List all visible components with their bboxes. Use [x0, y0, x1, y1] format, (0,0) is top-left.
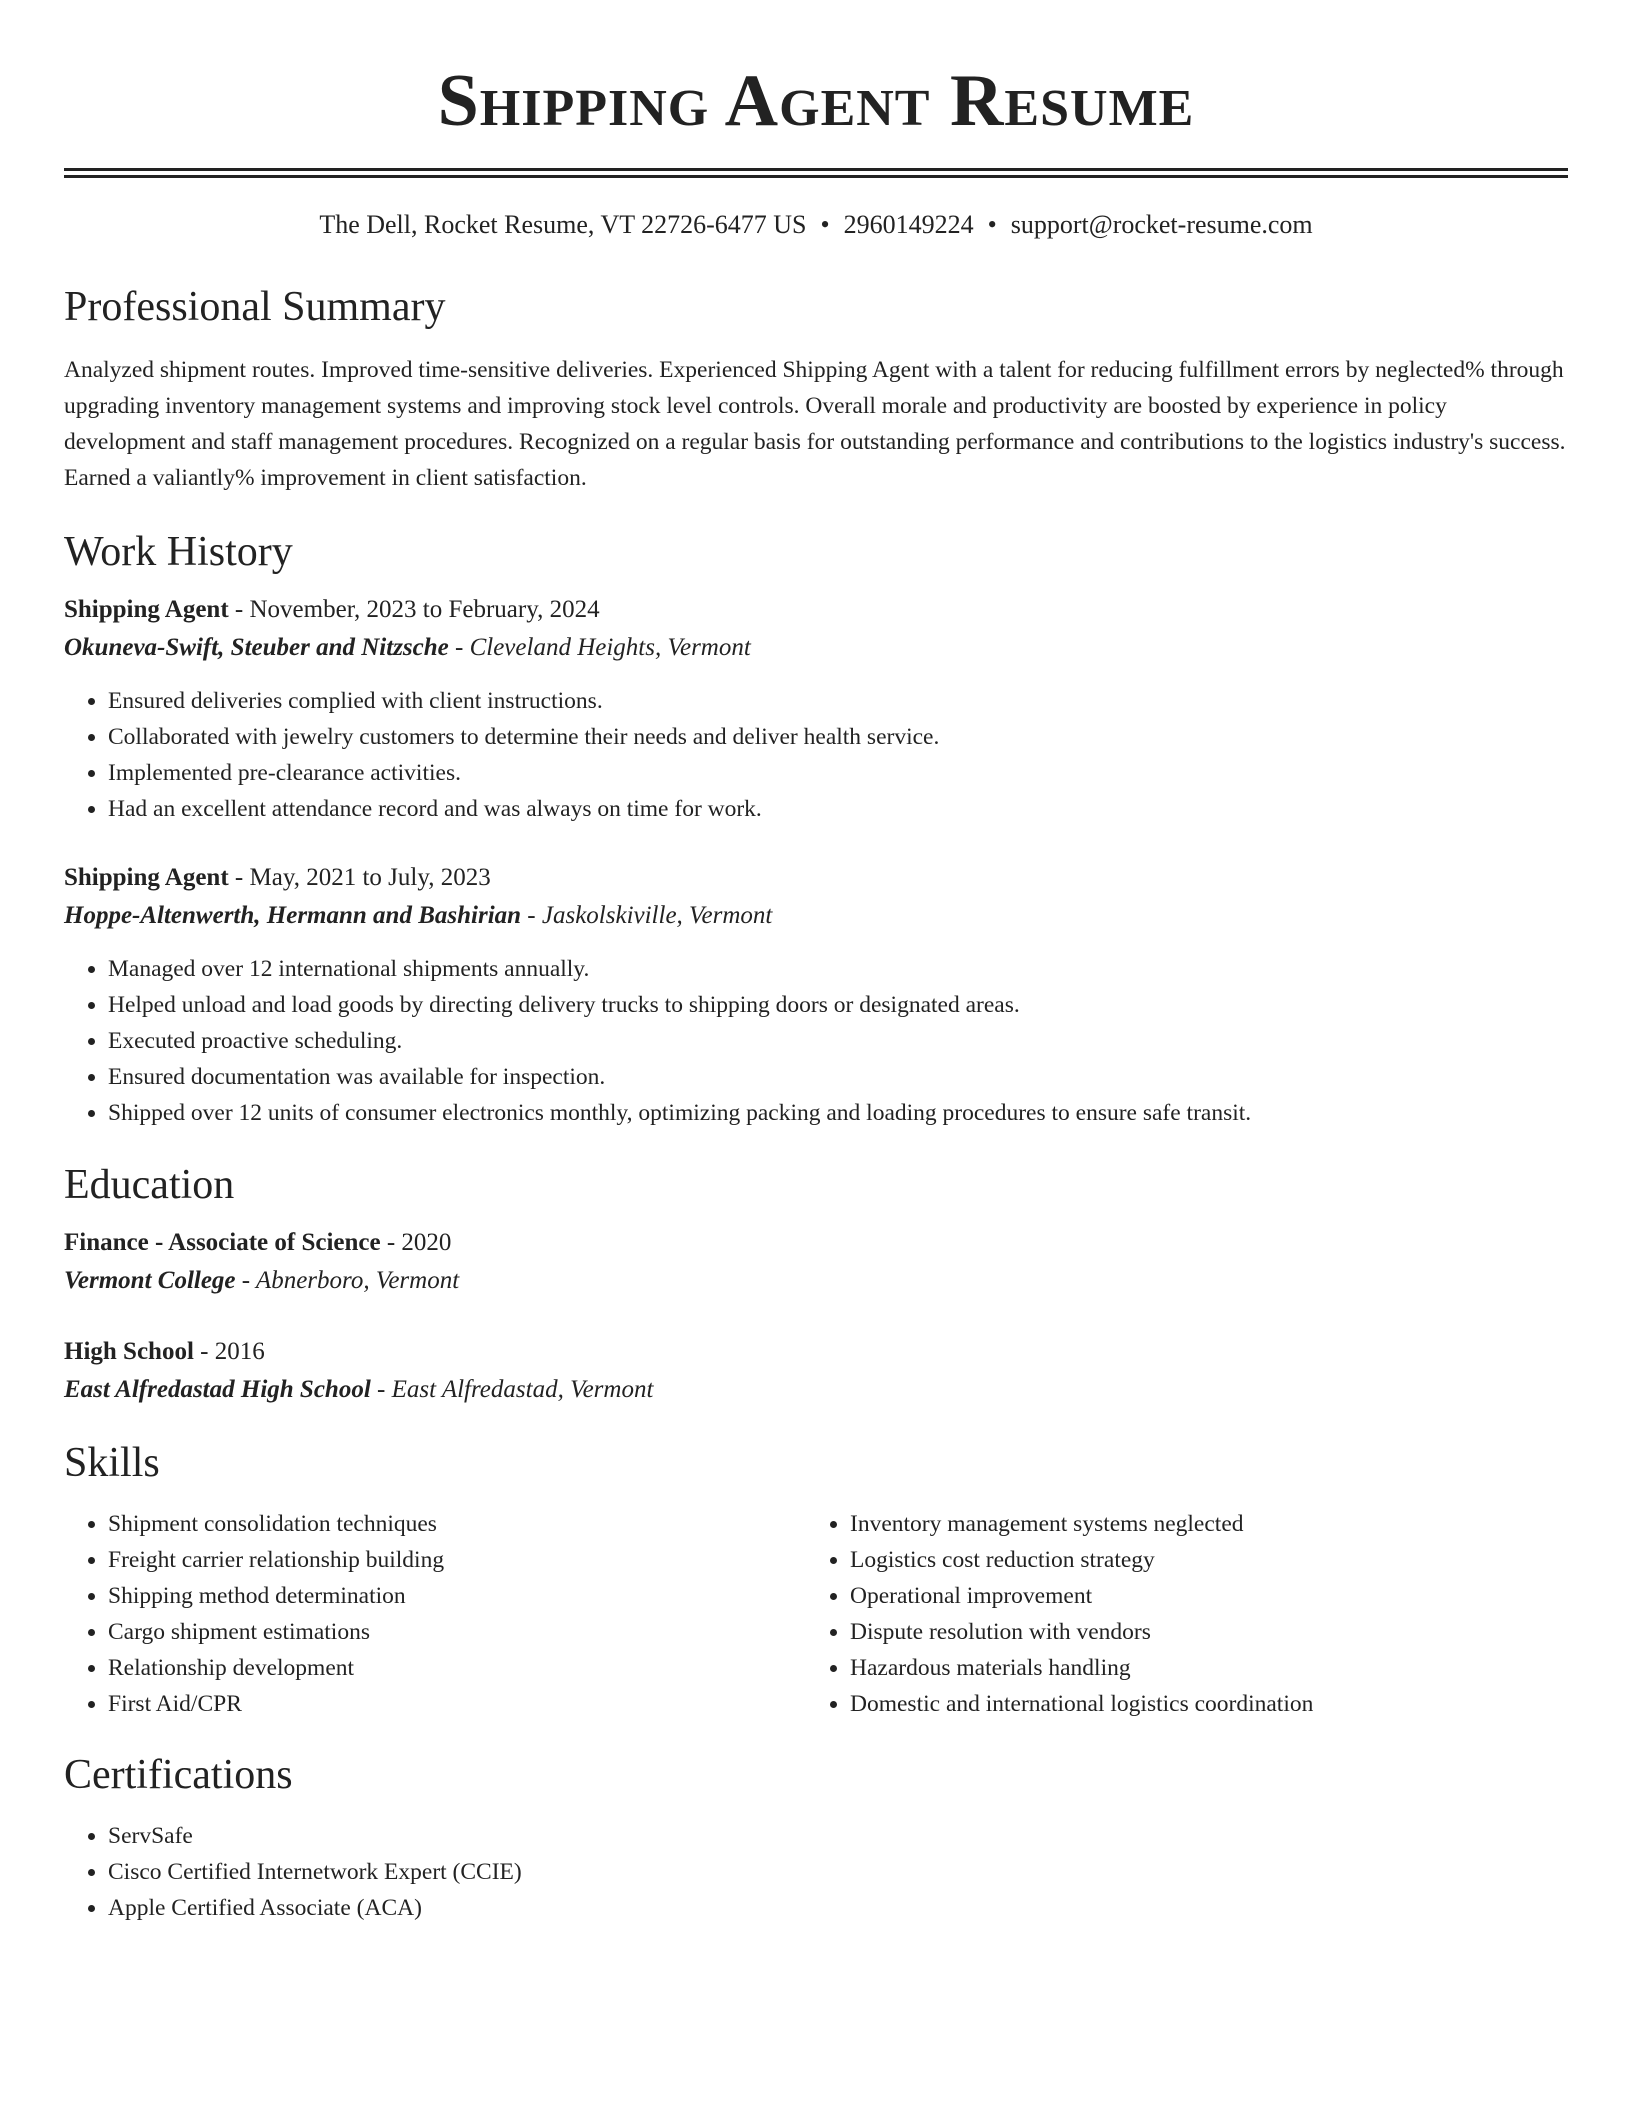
job-bullets — [64, 951, 1568, 1131]
education-year: - 2016 — [193, 1338, 265, 1365]
job-title-line — [64, 591, 1568, 629]
resume-title: Shipping Agent Resume — [437, 60, 1195, 142]
skill-item: • Cargo shipment estimations — [108, 1614, 806, 1650]
education-degree-line — [64, 1333, 1568, 1371]
job-company-line — [64, 629, 1568, 667]
contact-email: support@rocket-resume.com — [1010, 210, 1313, 239]
job-title: Shipping Agent — [64, 864, 229, 891]
work-history-heading: Work History — [64, 529, 293, 575]
skills-columns — [64, 1506, 1568, 1722]
education-degree-line — [64, 1224, 1568, 1262]
job-entry — [64, 859, 1568, 1131]
skill-item: • Operational improvement — [850, 1578, 1548, 1614]
job-company-line — [64, 897, 1568, 935]
certifications-heading: Certifications — [64, 1752, 293, 1798]
job-dates: - November, 2023 to February, 2024 — [228, 596, 600, 623]
certification-item: • Apple Certified Associate (ACA) — [108, 1890, 1568, 1926]
education-school: Vermont College — [64, 1267, 236, 1294]
job-bullet: • Ensured deliveries complied with client instructions. — [108, 683, 1568, 719]
contact-line — [64, 208, 1568, 242]
contact-address: The Dell, Rocket Resume, VT 22726-6477 US — [319, 210, 807, 239]
skill-item: • First Aid/CPR — [108, 1686, 806, 1722]
education-school-line — [64, 1262, 1568, 1300]
education-school-line — [64, 1371, 1568, 1409]
skill-item: • Dispute resolution with vendors — [850, 1614, 1548, 1650]
summary-text: Analyzed shipment routes. Improved time-sensitive deliveries. Experienced Shipping Agent with a talent for reducing fulfillment errors by neglected% through upgrading inventory management systems and improving stock level controls. Overall morale and productivity are boosted by experience in policy development and staff management procedures. Recognized on a regular basis for outstanding performance and contributions to the logistics industry's success. Earned a valiantly% improvement in client satisfaction. — [64, 357, 1566, 491]
skill-item: • Inventory management systems neglected — [850, 1506, 1548, 1542]
contact-phone: 2960149224 — [843, 210, 974, 239]
job-location: - Jaskolskiville, Vermont — [521, 902, 773, 929]
job-title: Shipping Agent — [64, 596, 229, 623]
job-bullet: • Shipped over 12 units of consumer electronics monthly, optimizing packing and loading procedures to ensure safe transit. — [108, 1095, 1568, 1131]
job-bullets — [64, 683, 1568, 827]
title-double-rule — [64, 168, 1568, 178]
skills-right-column — [806, 1506, 1548, 1722]
skill-item: • Shipping method determination — [108, 1578, 806, 1614]
education-location: - East Alfredastad, Vermont — [370, 1376, 654, 1403]
education-entry — [64, 1224, 1568, 1300]
education-degree: High School — [64, 1338, 194, 1365]
contact-separator: • — [987, 210, 997, 239]
skill-item: • Hazardous materials handling — [850, 1650, 1548, 1686]
job-entry — [64, 591, 1568, 827]
job-bullet: • Ensured documentation was available for inspection. — [108, 1059, 1568, 1095]
skill-item: • Shipment consolidation techniques — [108, 1506, 806, 1542]
job-bullet: • Executed proactive scheduling. — [108, 1023, 1568, 1059]
certification-item: • ServSafe — [108, 1818, 1568, 1854]
job-bullet: • Managed over 12 international shipments annually. — [108, 951, 1568, 987]
education-location: - Abnerboro, Vermont — [235, 1267, 460, 1294]
skill-item: • Relationship development — [108, 1650, 806, 1686]
certifications-list — [64, 1818, 1568, 1926]
skill-item: • Domestic and international logistics coordination — [850, 1686, 1548, 1722]
job-dates: - May, 2021 to July, 2023 — [228, 864, 491, 891]
job-company: Hoppe-Altenwerth, Hermann and Bashirian — [64, 902, 522, 929]
education-entry — [64, 1333, 1568, 1409]
summary-heading: Professional Summary — [64, 284, 446, 330]
skills-heading: Skills — [64, 1440, 160, 1486]
skill-item: • Logistics cost reduction strategy — [850, 1542, 1548, 1578]
education-year: - 2020 — [380, 1229, 452, 1256]
contact-separator: • — [820, 210, 830, 239]
skills-list — [806, 1506, 1548, 1722]
job-bullet: • Helped unload and load goods by directing delivery trucks to shipping doors or designated areas. — [108, 987, 1568, 1023]
education-degree: Finance - Associate of Science — [64, 1229, 381, 1256]
skills-left-column — [64, 1506, 806, 1722]
skills-list — [64, 1506, 806, 1722]
job-bullet: • Had an excellent attendance record and was always on time for work. — [108, 791, 1568, 827]
certification-item: • Cisco Certified Internetwork Expert (CCIE) — [108, 1854, 1568, 1890]
education-school: East Alfredastad High School — [64, 1376, 371, 1403]
job-company: Okuneva-Swift, Steuber and Nitzsche — [64, 634, 449, 661]
education-heading: Education — [64, 1162, 235, 1208]
job-bullet: • Implemented pre-clearance activities. — [108, 755, 1568, 791]
job-bullet: • Collaborated with jewelry customers to determine their needs and deliver health service. — [108, 719, 1568, 755]
skill-item: • Freight carrier relationship building — [108, 1542, 806, 1578]
job-location: - Cleveland Heights, Vermont — [448, 634, 751, 661]
job-title-line — [64, 859, 1568, 897]
